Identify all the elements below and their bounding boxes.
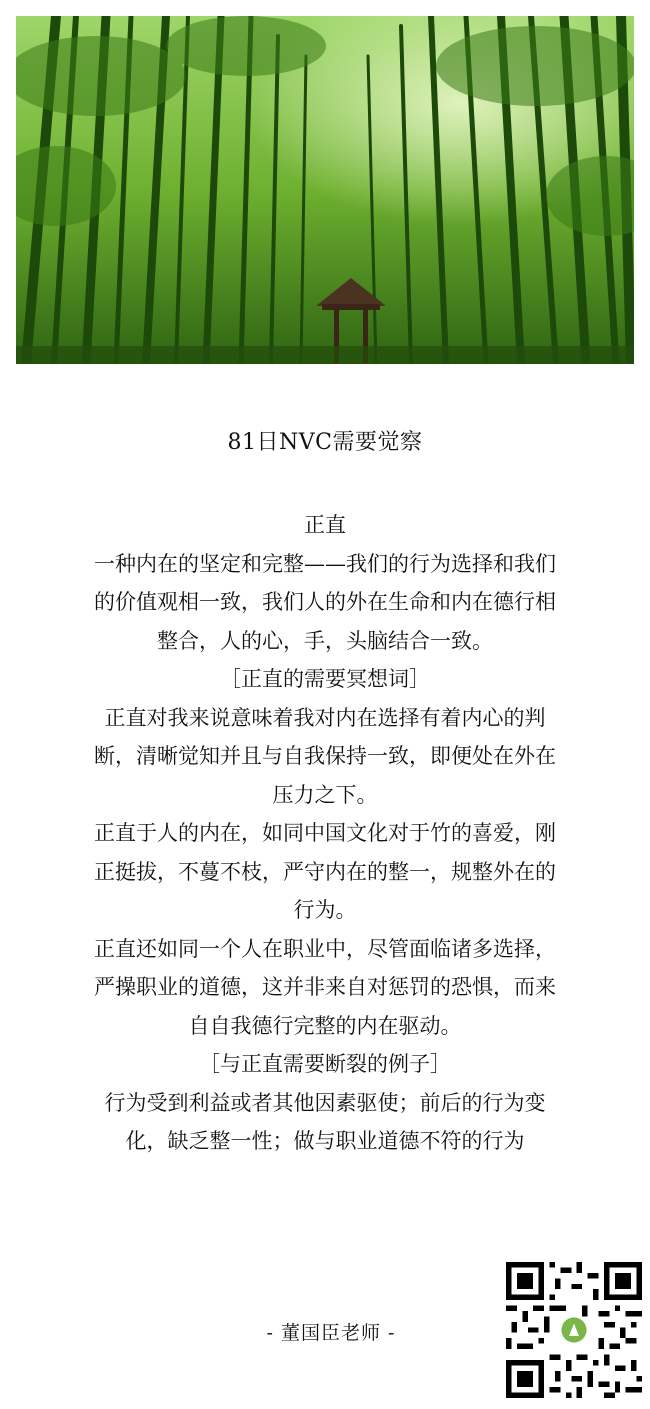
bamboo-forest-image	[16, 16, 634, 364]
meditation-heading: ［正直的需要冥想词］	[220, 667, 430, 691]
paragraph: 正直还如同一个人在职业中，尽管面临诸多选择，严操职业的道德，这并非来自对惩罚的恐惧，而来自自我德行完整的内在驱动。	[94, 936, 556, 1038]
author-signature: - 董国臣老师 -	[266, 1322, 396, 1344]
article-body	[84, 506, 566, 1161]
paragraph: 正直对我来说意味着我对内在选择有着内心的判断，清晰觉知并且与自我保持一致，即便处在外在压力之下。	[94, 705, 556, 807]
page-title: 81日NVC需要觉察	[227, 430, 423, 455]
qr-code-icon	[506, 1262, 642, 1398]
examples-text: 行为受到利益或者其他因素驱使；前后的行为变化，缺乏整一性；做与职业道德不符的行为	[104, 1090, 546, 1153]
virtue-definition: 一种内在的坚定和完整——我们的行为选择和我们的价值观相一致，我们人的外在生命和内在德行相整合，人的心，手，头脑结合一致。	[94, 551, 556, 653]
examples-heading: ［与正直需要断裂的例子］	[199, 1052, 451, 1076]
virtue-heading: 正直	[304, 513, 346, 537]
paragraph: 正直于人的内在，如同中国文化对于竹的喜爱，刚正挺拔，不蔓不枝，严守内在的整一，规整外在的行为。	[94, 821, 556, 922]
